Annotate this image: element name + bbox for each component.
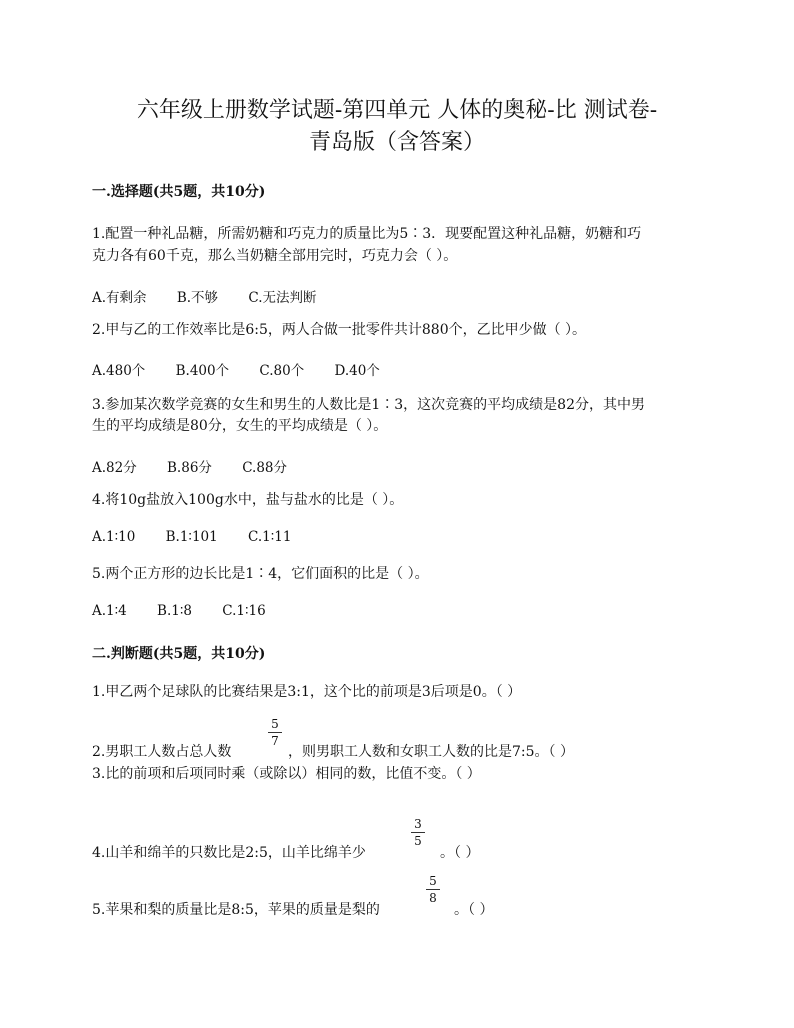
question-1-line2: 克力各有60千克，那么当奶糖全部用完时，巧克力会（ ）。 <box>92 248 458 264</box>
option-b: B.400个 <box>175 363 230 379</box>
judge-question-2-part2: ，则男职工人数和女职工人数的比是7:5。（ ） <box>288 744 574 760</box>
judge-question-5-part1: 5.苹果和梨的质量比是8:5，苹果的质量是梨的 <box>92 902 380 918</box>
question-4-line1: 4.将10g盐放入100g水中，盐与盐水的比是（ ）。 <box>92 492 404 508</box>
option-c: C.1∶16 <box>222 603 266 619</box>
question-3-options <box>92 456 313 476</box>
option-c: C.88分 <box>242 460 288 476</box>
judge-question-1: 1.甲乙两个足球队的比赛结果是3:1，这个比的前项是3后项是0。（ ） <box>92 684 522 700</box>
fraction-5-8: 5 8 <box>426 874 440 905</box>
section1-heading: 一.选择题(共5题，共10分) <box>92 184 266 200</box>
option-d: D.40个 <box>334 363 380 379</box>
page-title-line1: 六年级上册数学试题-第四单元 人体的奥秘-比 测试卷- <box>136 98 658 123</box>
option-a: A.1∶4 <box>92 603 127 619</box>
question-2-line1: 2.甲与乙的工作效率比是6:5，两人合做一批零件共计880个，乙比甲少做（ ）。 <box>92 322 587 338</box>
question-4-options <box>92 529 317 545</box>
option-a: A.480个 <box>92 363 146 379</box>
option-b: B.1∶101 <box>165 529 218 545</box>
question-3-line2: 生的平均成绩是80分，女生的平均成绩是（ ）。 <box>92 418 388 434</box>
judge-question-5-part2: 。（ ） <box>454 902 494 918</box>
fraction-5-7: 5 7 <box>268 717 282 748</box>
question-5-options <box>92 603 292 619</box>
judge-question-4-part2: 。（ ） <box>440 845 480 861</box>
question-1-line1: 1.配置一种礼品糖，所需奶糖和巧克力的质量比为5∶3．现要配置这种礼品糖，奶糖和巧 <box>92 226 642 242</box>
judge-question-2-part1: 2.男职工人数占总人数 <box>92 744 232 760</box>
question-1-options <box>92 286 343 306</box>
option-a: A.1∶10 <box>92 529 136 545</box>
option-c: C.无法判断 <box>248 290 317 306</box>
judge-question-4-part1: 4.山羊和绵羊的只数比是2:5，山羊比绵羊少 <box>92 845 366 861</box>
option-c: C.80个 <box>259 363 305 379</box>
section2-heading: 二.判断题(共5题，共10分) <box>92 646 266 662</box>
page-title-line2: 青岛版（含答案） <box>308 130 485 155</box>
option-a: A.有剩余 <box>92 290 147 306</box>
question-2-options <box>92 359 406 379</box>
option-b: B.1∶8 <box>157 603 192 619</box>
option-b: B.不够 <box>176 290 219 306</box>
question-5-line1: 5.两个正方形的边长比是1∶4，它们面积的比是（ ）。 <box>92 566 429 582</box>
option-a: A.82分 <box>92 460 137 476</box>
option-b: B.86分 <box>167 460 212 476</box>
question-3-line1: 3.参加某次数学竞赛的女生和男生的人数比是1∶3，这次竞赛的平均成绩是82分，其中男 <box>92 397 645 413</box>
judge-question-3: 3.比的前项和后项同时乘（或除以）相同的数，比值不变。（ ） <box>92 766 481 782</box>
fraction-3-5: 3 5 <box>411 817 425 848</box>
option-c: C.1∶11 <box>248 529 292 545</box>
